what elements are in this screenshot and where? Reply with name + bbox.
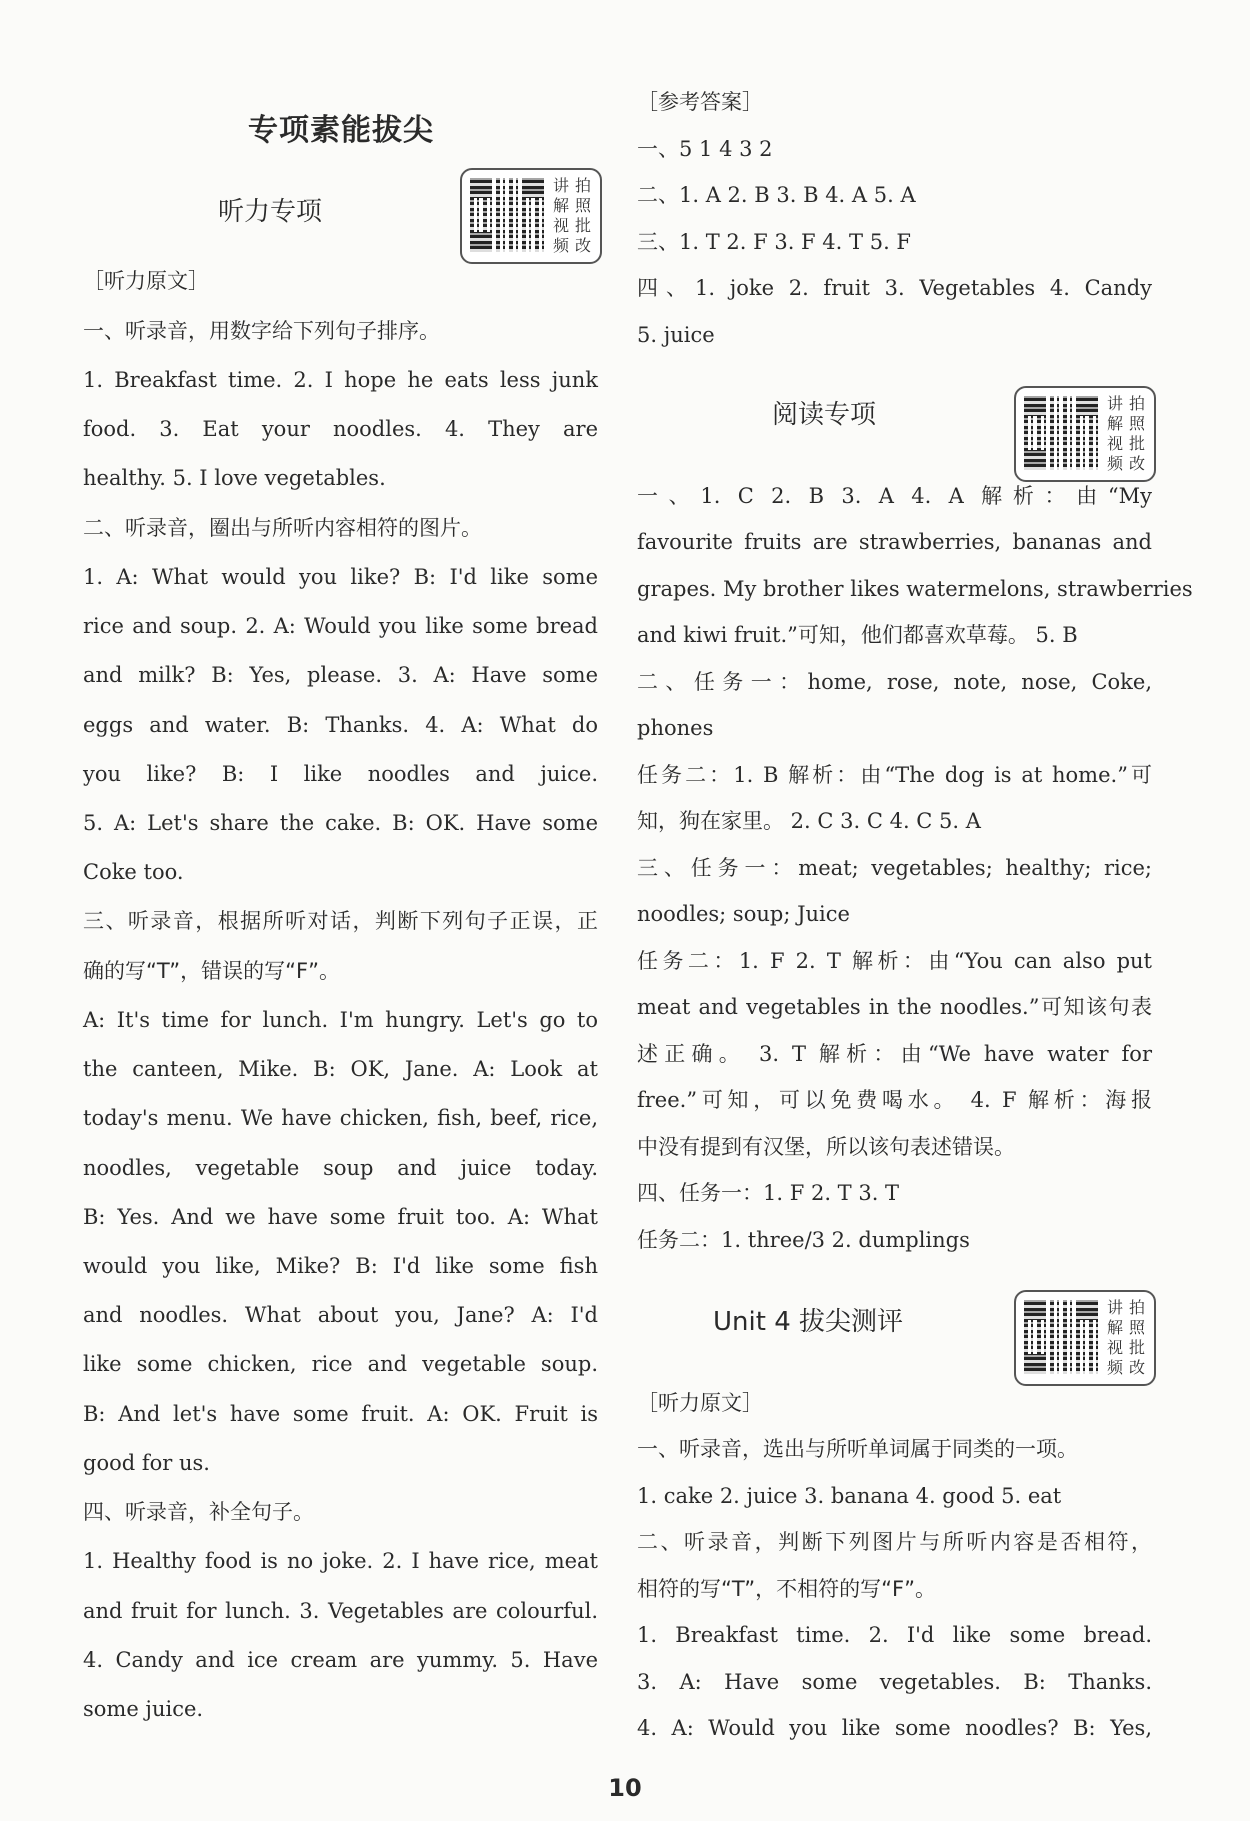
text-line: noodles, vegetable soup and juice today. [83, 1156, 598, 1180]
text-line: 任务二：1. three/3 2. dumplings [637, 1228, 970, 1252]
qr-caption-char: 视 [1106, 434, 1123, 453]
text-line: 1. Healthy food is no joke. 2. I have rice, meat [83, 1549, 598, 1573]
qr-caption-char: 视 [1106, 1338, 1123, 1357]
text-line: free.”可知，可以免费喝水。 4. F 解析：海报 [637, 1088, 1152, 1112]
question-heading: ［听力原文］ [637, 1391, 763, 1415]
question-heading: 一、听录音，选出与所听单词属于同类的一项。 [637, 1437, 1078, 1461]
qr-caption [1104, 1298, 1148, 1378]
text-line: grapes. My brother likes watermelons, strawberries [637, 577, 1193, 601]
qr-caption-char: 照 [1128, 414, 1145, 433]
text-line: B: And let's have some fruit. A: OK. Fruit is [83, 1402, 598, 1426]
qr-caption-char: 解 [1106, 1318, 1123, 1337]
text-line: 1. Breakfast time. 2. I'd like some bread. [637, 1623, 1152, 1647]
text-line: favourite fruits are strawberries, bananas and [637, 530, 1152, 554]
qr-code-listening[interactable] [460, 168, 602, 264]
section-title: Unit 4 拔尖测评 [713, 1307, 903, 1337]
text-line: like some chicken, rice and vegetable soup. [83, 1352, 598, 1376]
text-line: 任务二：1. F 2. T 解析：由“You can also put [637, 949, 1152, 973]
text-line: 4. A: Would you like some noodles? B: Yes, [637, 1716, 1152, 1740]
text-line: ［听力原文］ [83, 269, 209, 293]
text-line: 一、1. C 2. B 3. A 4. A 解析：由“My [637, 484, 1152, 508]
question-heading: ［参考答案］ [637, 90, 763, 114]
text-line: and milk? B: Yes, please. 3. A: Have some [83, 663, 598, 687]
text-line: 知，狗在家里。 2. C 3. C 4. C 5. A [637, 809, 981, 833]
text-line: 1. A: What would you like? B: I'd like some [83, 565, 598, 589]
qr-caption-char: 解 [1106, 414, 1123, 433]
text-line: 三、1. T 2. F 3. F 4. T 5. F [637, 230, 911, 254]
text-line: 任务二：1. B 解析：由“The dog is at home.”可 [637, 763, 1152, 787]
qr-caption-char: 批 [1128, 434, 1145, 453]
text-line: B: Yes. And we have some fruit too. A: What [83, 1205, 598, 1229]
qr-caption-char: 改 [1128, 1358, 1145, 1377]
text-line: good for us. [83, 1451, 210, 1475]
text-line: you like? B: I like noodles and juice. [83, 762, 598, 786]
text-line: phones [637, 716, 714, 740]
qr-caption-char: 频 [1106, 1358, 1123, 1377]
qr-caption [1104, 394, 1148, 474]
qr-caption [550, 176, 594, 256]
text-line: the canteen, Mike. B: OK, Jane. A: Look at [83, 1057, 598, 1081]
text-line: rice and soup. 2. A: Would you like some bread [83, 614, 598, 638]
text-line: and fruit for lunch. 3. Vegetables are colourful. [83, 1599, 598, 1623]
text-line: 5. juice [637, 323, 715, 347]
qr-caption-char: 改 [1128, 454, 1145, 473]
qr-caption-char: 拍 [1128, 1298, 1145, 1317]
text-line: 5. A: Let's share the cake. B: OK. Have some [83, 811, 598, 835]
text-line: A: It's time for lunch. I'm hungry. Let's go to [83, 1008, 598, 1032]
text-line: 四、1. joke 2. fruit 3. Vegetables 4. Candy [637, 276, 1152, 300]
question-heading: 相符的写“T”，不相符的写“F”。 [637, 1577, 936, 1601]
text-line: today's menu. We have chicken, fish, beef, rice, [83, 1106, 598, 1130]
text-line: some juice. [83, 1697, 204, 1721]
section-title: 听力专项 [218, 197, 323, 227]
question-heading: 确的写“T”，错误的写“F”。 [83, 959, 340, 983]
text-line: 一、5 1 4 3 2 [637, 137, 773, 161]
text-line: healthy. 5. I love vegetables. [83, 466, 386, 490]
text-line: 一、听录音，用数字给下列句子排序。 [83, 319, 440, 343]
text-line: and noodles. What about you, Jane? A: I'd [83, 1303, 598, 1327]
text-line: 述正确。 3. T 解析：由“We have water for [637, 1042, 1152, 1066]
text-line: Coke too. [83, 860, 184, 884]
qr-caption-char: 照 [1128, 1318, 1145, 1337]
text-line: food. 3. Eat your noodles. 4. They are [83, 417, 598, 441]
qr-caption-char: 拍 [574, 176, 591, 195]
qr-icon [1024, 1300, 1098, 1374]
text-line: eggs and water. B: Thanks. 4. A: What do [83, 713, 598, 737]
question-heading: 二、听录音，圈出与所听内容相符的图片。 [83, 516, 482, 540]
text-line: 四、任务一：1. F 2. T 3. T [637, 1181, 900, 1205]
main-title: 专项素能拔尖 [248, 113, 434, 148]
page-number: 10 [608, 1774, 642, 1802]
qr-caption-char: 讲 [1106, 394, 1123, 413]
qr-icon [1024, 396, 1098, 470]
text-line: 三、任务一：meat; vegetables; healthy; rice; [637, 856, 1152, 880]
qr-caption-char: 批 [1128, 1338, 1145, 1357]
text-line: 1. Breakfast time. 2. I hope he eats less junk [83, 368, 598, 392]
qr-icon [470, 178, 544, 252]
qr-caption-char: 频 [552, 236, 569, 255]
section-title: 阅读专项 [772, 400, 877, 430]
qr-caption-char: 拍 [1128, 394, 1145, 413]
question-heading: 四、听录音，补全句子。 [83, 1500, 314, 1524]
qr-caption-char: 照 [574, 196, 591, 215]
qr-caption-char: 讲 [552, 176, 569, 195]
text-line: 1. cake 2. juice 3. banana 4. good 5. eat [637, 1484, 1062, 1508]
qr-caption-char: 视 [552, 216, 569, 235]
text-line: 3. A: Have some vegetables. B: Thanks. [637, 1670, 1152, 1694]
qr-code-unit4[interactable] [1014, 1290, 1156, 1386]
qr-caption-char: 改 [574, 236, 591, 255]
question-heading: 二、听录音，判断下列图片与所听内容是否相符， [637, 1530, 1152, 1554]
qr-caption-char: 频 [1106, 454, 1123, 473]
text-line: meat and vegetables in the noodles.”可知该句表 [637, 995, 1152, 1019]
qr-code-reading[interactable] [1014, 386, 1156, 482]
text-line: 4. Candy and ice cream are yummy. 5. Have [83, 1648, 598, 1672]
text-line: and kiwi fruit.”可知，他们都喜欢草莓。 5. B [637, 623, 1078, 647]
text-line: 二、任务一：home, rose, note, nose, Coke, [637, 670, 1152, 694]
text-line: noodles; soup; Juice [637, 902, 850, 926]
text-line: 二、1. A 2. B 3. B 4. A 5. A [637, 183, 916, 207]
qr-caption-char: 批 [574, 216, 591, 235]
text-line: 中没有提到有汉堡，所以该句表述错误。 [637, 1135, 1015, 1159]
qr-caption-char: 讲 [1106, 1298, 1123, 1317]
question-heading: 三、听录音，根据所听对话，判断下列句子正误，正 [83, 909, 598, 933]
text-line: would you like, Mike? B: I'd like some fish [83, 1254, 598, 1278]
qr-caption-char: 解 [552, 196, 569, 215]
